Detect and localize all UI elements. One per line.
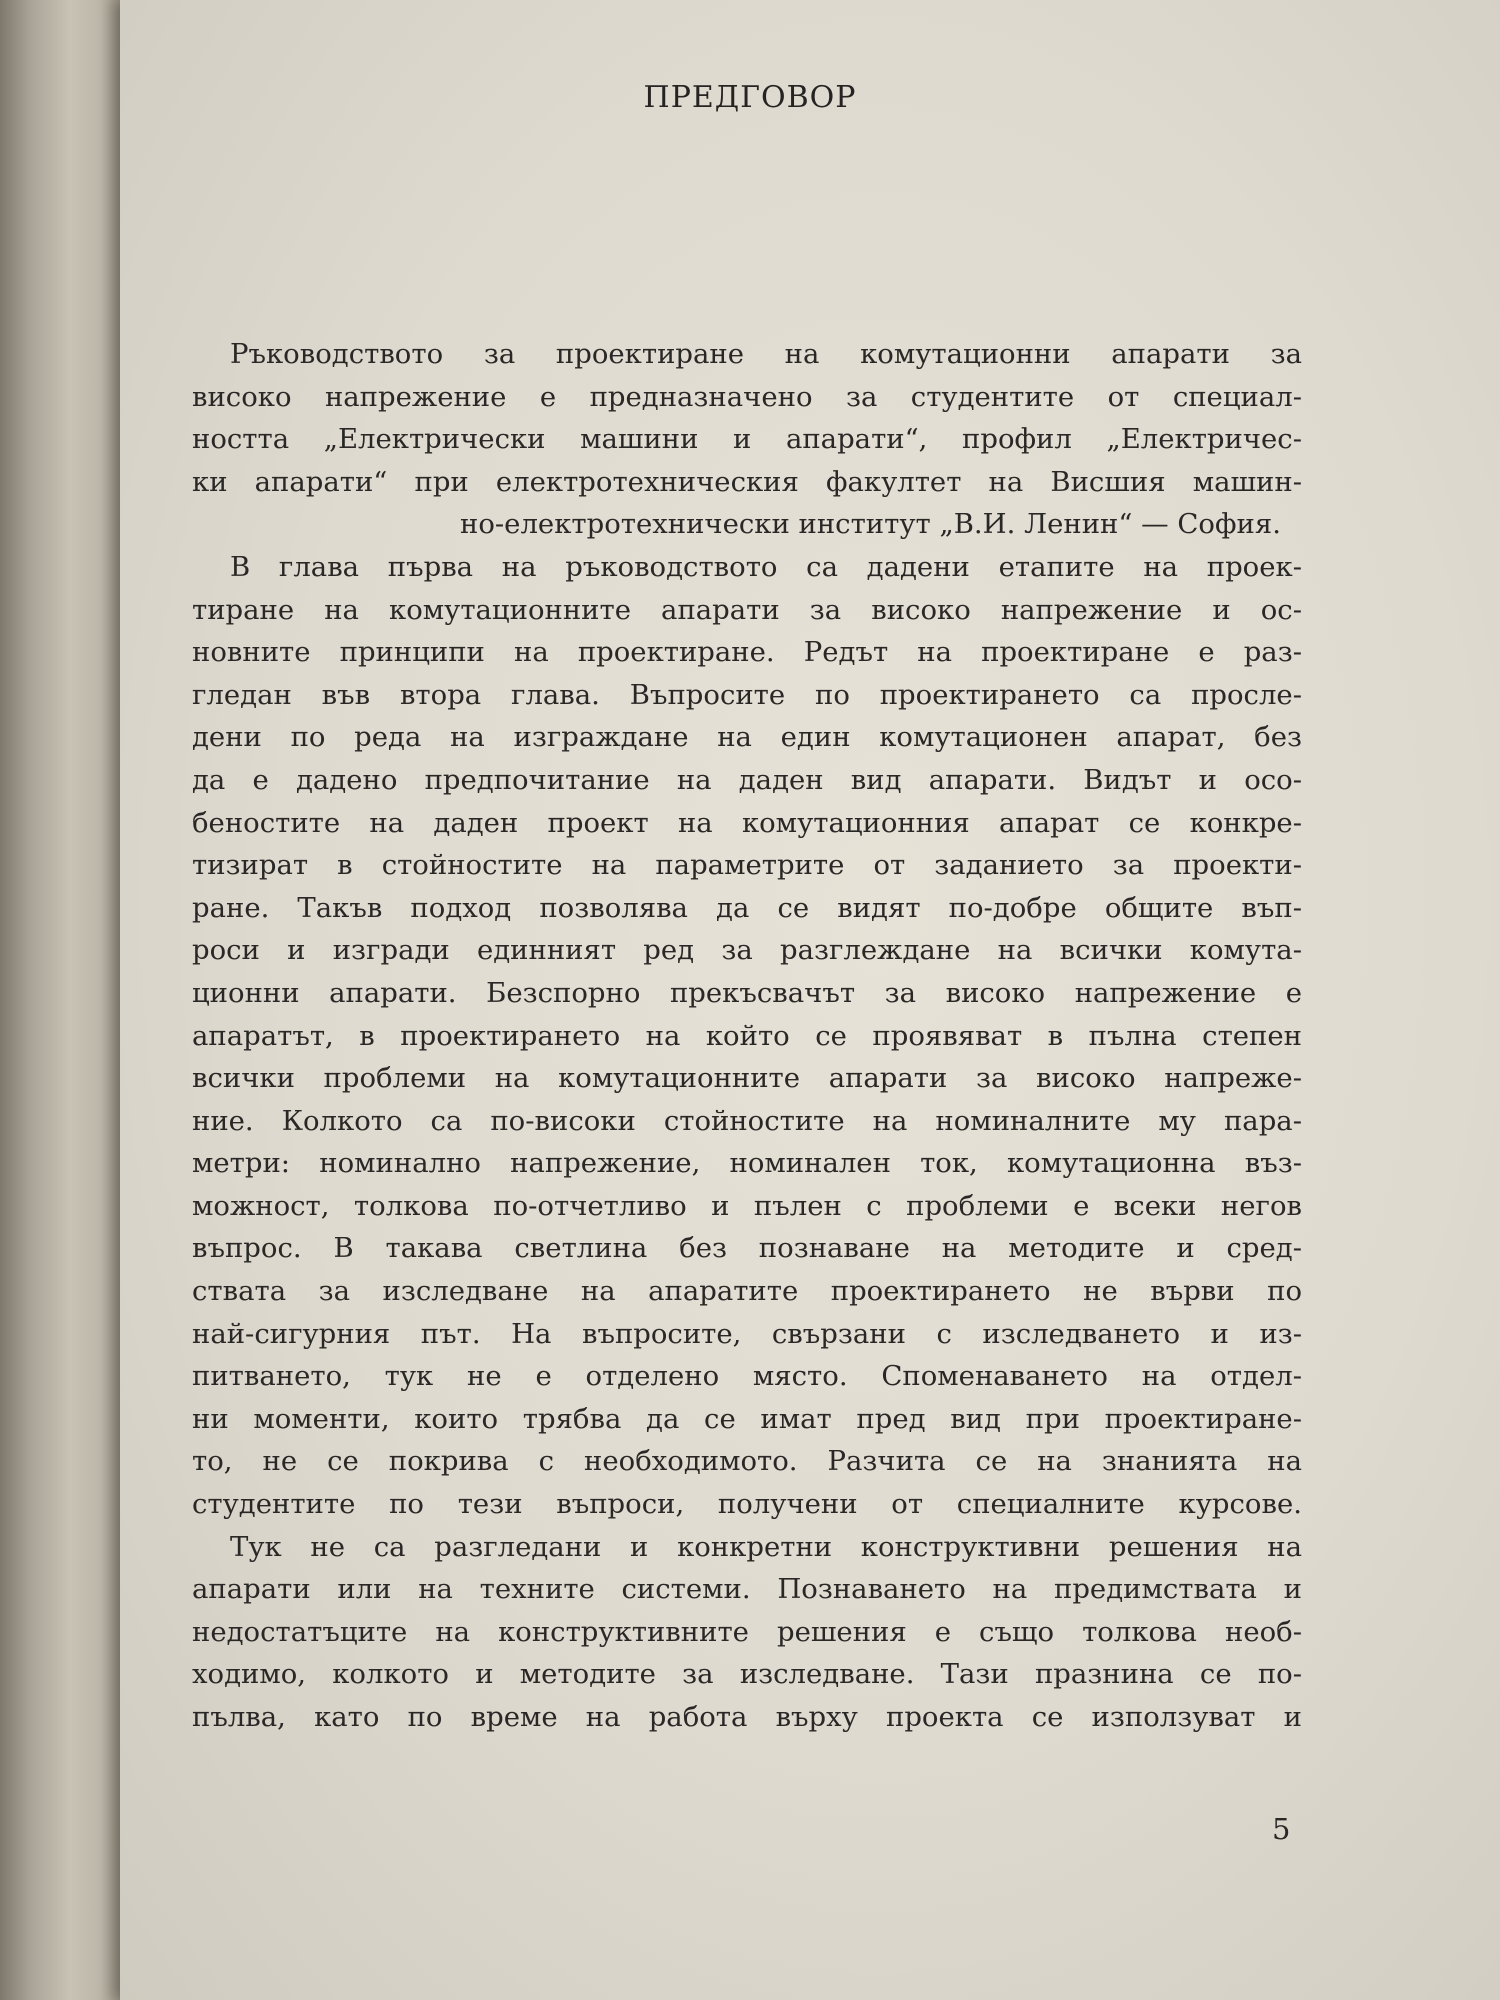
- paragraph: [192, 1526, 1302, 1739]
- page-number: 5: [1272, 1812, 1291, 1846]
- text-line: Тук не са разгледани и конкретни конструктивни решения на: [230, 1530, 1302, 1563]
- text-line: апарати или на техните системи. Познаването на предимствата и: [192, 1573, 1302, 1606]
- text-line: тиране на комутационните апарати за високо напрежение и ос-: [192, 593, 1302, 626]
- text-line: студентите по тези въпроси, получени от специалните курсове.: [192, 1488, 1302, 1521]
- text-line: ционни апарати. Безспорно прекъсвачът за високо напрежение е: [192, 976, 1302, 1009]
- facing-page-edge: [0, 0, 120, 2000]
- text-line: тизират в стойностите на параметрите от заданието за проекти-: [192, 849, 1302, 882]
- text-line: можност, толкова по-отчетливо и пълен с проблеми е всеки негов: [192, 1189, 1302, 1222]
- text-line: най-сигурния път. На въпросите, свързани с изследването и из-: [192, 1317, 1302, 1350]
- text-line: ки апарати“ при електротехническия факултет на Висшия машин-: [192, 465, 1302, 498]
- text-line: недостатъците на конструктивните решения е също толкова необ-: [192, 1615, 1302, 1648]
- page-title: ПРЕДГОВОР: [643, 80, 857, 115]
- text-line: апаратът, в проектирането на който се проявяват в пълна степен: [192, 1019, 1302, 1052]
- text-line: да е дадено предпочитание на даден вид апарати. Видът и осо-: [192, 763, 1302, 796]
- paragraph: [192, 546, 1302, 1526]
- text-line: то, не се покрива с необходимото. Разчита се на знанията на: [192, 1445, 1302, 1478]
- text-line: ходимо, колкото и методите за изследване. Тази празнина се по-: [192, 1658, 1302, 1691]
- text-line: В глава първа на ръководството са дадени етапите на проек-: [230, 550, 1302, 583]
- text-line: новните принципи на проектиране. Редът на проектиране е раз-: [192, 636, 1302, 669]
- paragraph: [192, 333, 1302, 546]
- text-line: роси и изгради единният ред за разглеждане на всички комута-: [192, 934, 1302, 967]
- text-line: високо напрежение е предназначено за студентите от специал-: [192, 380, 1302, 413]
- text-line: ране. Такъв подход позволява да се видят по-добре общите въп-: [192, 891, 1302, 924]
- text-line: беностите на даден проект на комутационния апарат се конкре-: [192, 806, 1302, 839]
- text-line: ние. Колкото са по-високи стойностите на номиналните му пара-: [192, 1104, 1302, 1137]
- text-line: Ръководството за проектиране на комутационни апарати за: [230, 338, 1302, 370]
- text-line: въпрос. В такава светлина без познаване на методите и сред-: [192, 1232, 1302, 1265]
- body-text: [192, 333, 1302, 1739]
- text-line: пълва, като по време на работа върху проекта се използуват и: [192, 1701, 1302, 1733]
- text-line: питването, тук не е отделено място. Споменаването на отдел-: [192, 1360, 1302, 1393]
- text-line: метри: номинално напрежение, номинален ток, комутационна въз-: [192, 1147, 1302, 1180]
- text-line: всички проблеми на комутационните апарати за високо напреже-: [192, 1062, 1302, 1095]
- text-line: но-електротехнически институт „В.И. Ленин“ — София.: [460, 508, 1281, 541]
- text-line: ни моменти, които трябва да се имат пред вид при проектиране-: [192, 1402, 1302, 1435]
- text-line: гледан във втора глава. Въпросите по проектирането са просле-: [192, 678, 1302, 711]
- text-line: ствата за изследване на апаратите проектирането не върви по: [192, 1275, 1302, 1308]
- text-line: ността „Електрически машини и апарати“, профил „Електричес-: [192, 423, 1302, 456]
- text-line: дени по реда на изграждане на един комутационен апарат, без: [192, 721, 1302, 754]
